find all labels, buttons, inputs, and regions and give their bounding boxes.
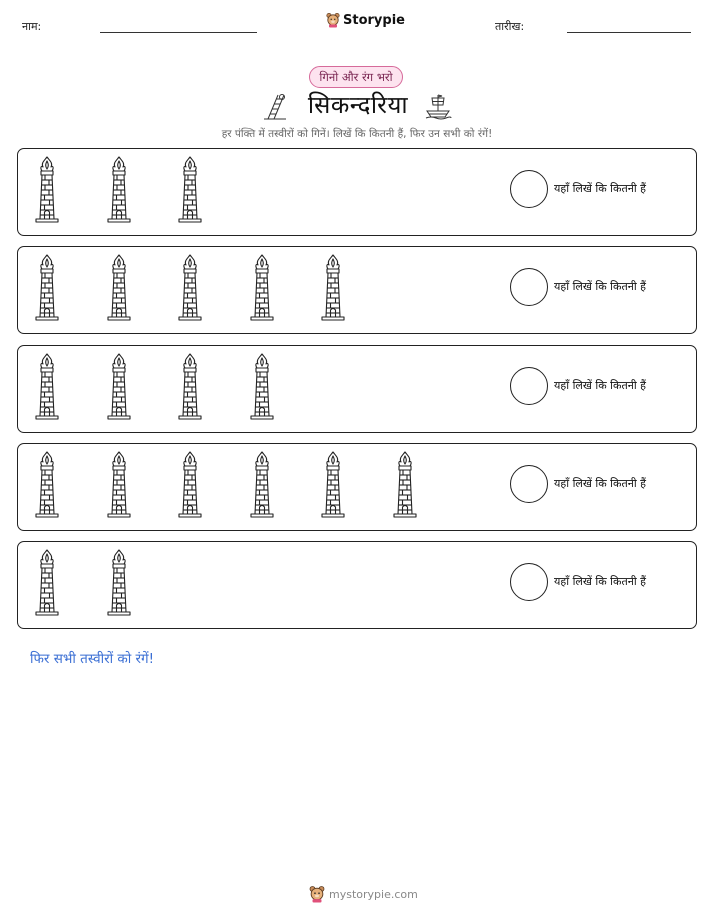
- brand-name: Storypie: [343, 12, 405, 28]
- page-title: सिकन्दरिया: [307, 91, 409, 119]
- lighthouse-icon[interactable]: [104, 155, 134, 223]
- footer-instruction: फिर सभी तस्वीरों को रंगें!: [30, 651, 155, 667]
- lighthouse-icon[interactable]: [32, 352, 62, 420]
- lighthouse-icon[interactable]: [32, 548, 62, 616]
- counting-row: [17, 246, 697, 334]
- answer-circle[interactable]: [510, 367, 548, 405]
- instructions: हर पंक्ति में तस्वीरों को गिनें। लिखें कि कितनी हैं, फिर उन सभी को रंगें!: [221, 128, 493, 140]
- site-url: mystorypie.com: [329, 887, 418, 901]
- answer-label: यहाँ लिखें कि कितनी हैं: [554, 477, 647, 490]
- ship-icon: [424, 92, 452, 120]
- lighthouse-icon[interactable]: [175, 352, 205, 420]
- answer-label: यहाँ लिखें कि कितनी हैं: [554, 280, 647, 293]
- answer-circle[interactable]: [510, 170, 548, 208]
- brand-logo: [326, 12, 405, 28]
- lighthouse-icon[interactable]: [104, 450, 134, 518]
- date-label: तारीख:: [495, 20, 525, 33]
- name-label: नाम:: [22, 20, 42, 33]
- lighthouse-icon[interactable]: [318, 253, 348, 321]
- lighthouse-icon[interactable]: [390, 450, 420, 518]
- counting-row: [17, 345, 697, 433]
- bear-mascot-icon: [309, 885, 325, 903]
- lighthouse-icon[interactable]: [318, 450, 348, 518]
- lighthouse-icon[interactable]: [247, 450, 277, 518]
- answer-label: यहाँ लिखें कि कितनी हैं: [554, 182, 647, 195]
- counting-row: [17, 541, 697, 629]
- answer-circle[interactable]: [510, 563, 548, 601]
- lighthouse-icon[interactable]: [32, 253, 62, 321]
- lighthouse-icon[interactable]: [104, 352, 134, 420]
- lighthouse-icon[interactable]: [104, 548, 134, 616]
- ladder-icon: [262, 92, 288, 120]
- answer-label: यहाँ लिखें कि कितनी हैं: [554, 575, 647, 588]
- name-line[interactable]: [100, 32, 257, 33]
- answer-circle[interactable]: [510, 268, 548, 306]
- site-footer: [309, 885, 418, 903]
- lighthouse-icon[interactable]: [175, 155, 205, 223]
- lighthouse-icon[interactable]: [175, 450, 205, 518]
- answer-circle[interactable]: [510, 465, 548, 503]
- counting-row: [17, 443, 697, 531]
- counting-row: [17, 148, 697, 236]
- lighthouse-icon[interactable]: [247, 253, 277, 321]
- date-line[interactable]: [567, 32, 691, 33]
- lighthouse-icon[interactable]: [32, 155, 62, 223]
- lighthouse-icon[interactable]: [247, 352, 277, 420]
- lighthouse-icon[interactable]: [32, 450, 62, 518]
- answer-label: यहाँ लिखें कि कितनी हैं: [554, 379, 647, 392]
- activity-badge: गिनो और रंग भरो: [309, 66, 403, 88]
- bear-mascot-icon: [326, 12, 340, 28]
- lighthouse-icon[interactable]: [104, 253, 134, 321]
- lighthouse-icon[interactable]: [175, 253, 205, 321]
